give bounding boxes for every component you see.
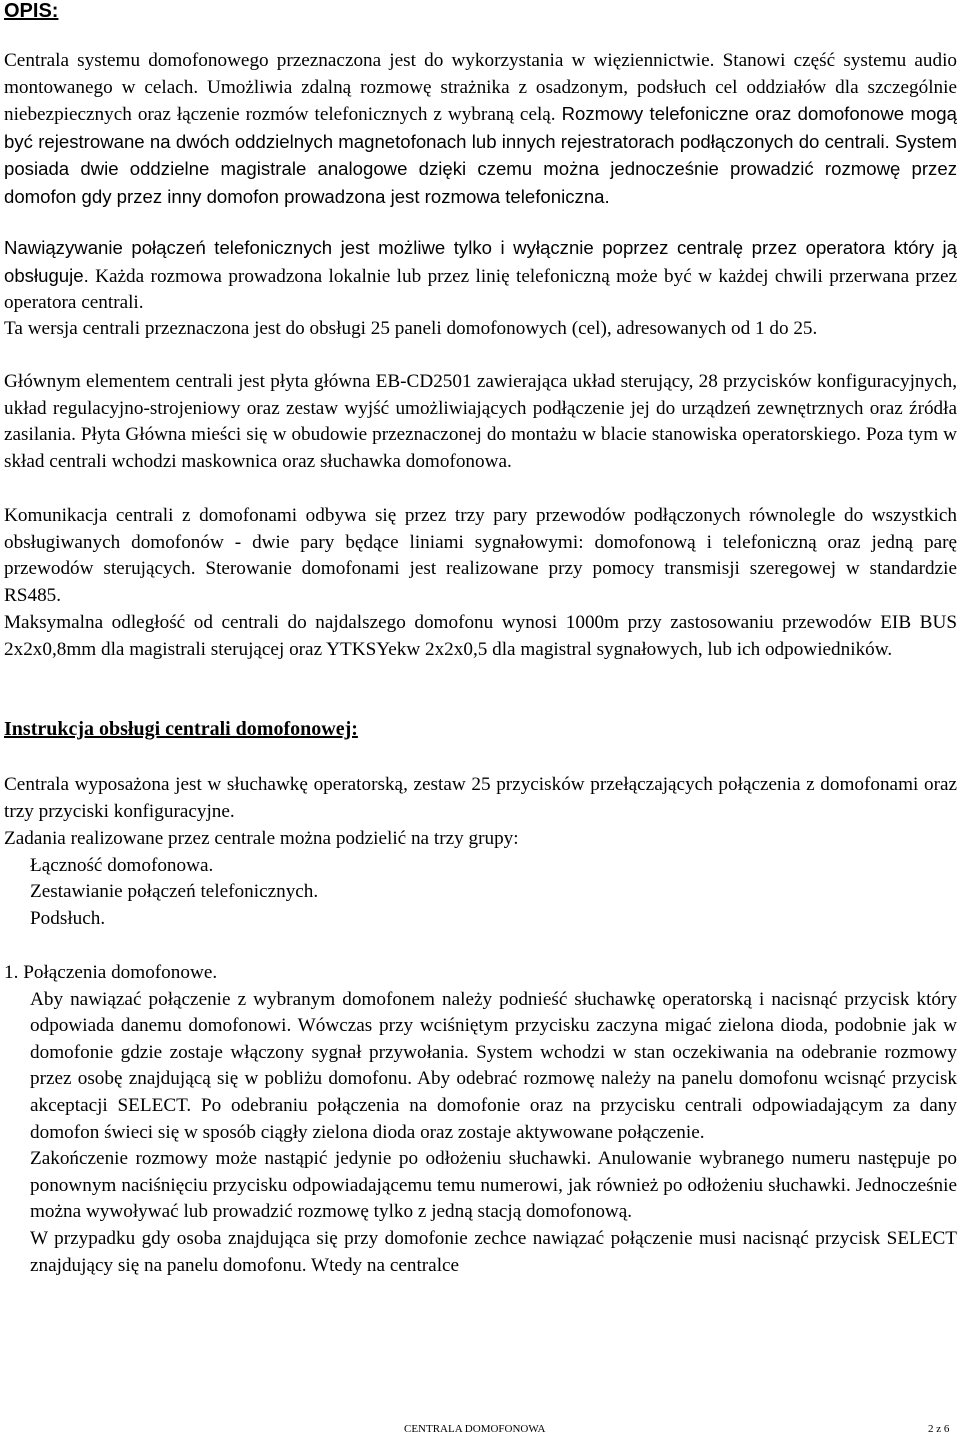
groups-block [4,826,957,932]
section-1-paragraph-2: Zakończenie rozmowy może nastąpić jedynie po odłożeniu słuchawki. Anulowanie wybranego numeru następuje po ponownym naciśnięciu przycisku odpowiadającemu temu numerowi, jak również po odłożeniu słuchawki. Jednocześnie można wywoływać lub prowadzić rozmowę tylko z jedną stacją domofonową. [30,1148,957,1223]
opis-text-1a: Centrala systemu domofonowego przeznaczona jest do wykorzystania w więziennictwie. Stanowi część systemu audio montowanego w celach. Umożliwia zdalną rozmowę strażnika z osadzonym, podsłuch cel oddziałów dla szczególnie niebezpiecznych oraz łączenie rozmów telefonicznych z wybraną celą. [4,50,957,126]
opis-text-1b: Rozmowy telefoniczne oraz domofonowe mogą być rejestrowane na dwóch oddzielnych magnetofonach lub innych rejestratorach podłączonych do centrali. System posiada dwie oddzielne magistrale analogowe dzięki czemu można jednocześnie prowadzić rozmowę przez domofon gdy przez inny domofon prowadzona jest rozmowa telefoniczna. [4,103,957,207]
opis-paragraph-2 [4,235,957,317]
instrukcja-intro [4,772,957,825]
groups-intro: Zadania realizowane przez centrale można podzielić na trzy grupy: [4,828,519,849]
section-1-block [4,960,957,1279]
group-item: Łączność domofonowa. [30,854,214,876]
opis-text-2b: Każda rozmowa prowadzona lokalnie lub przez linię telefoniczną może być w każdej chwili przerwana przez operatora centrali. [4,265,958,314]
opis-text-4: Głównym elementem centrali jest płyta główna EB-CD2501 zawierająca układ sterujący, 28 przycisków konfiguracyjnych, układ regulacyjno-strojeniowy oraz zestaw wyjść umożliwiających podłączenie jej do urządzeń zewnętrznych oraz źródła zasilania. Płyta Główna mieści się w obudowie przeznaczonej do montażu w blacie stanowiska operatorskiego. Poza tym w skład centrali wchodzi maskownica oraz słuchawka domofonowa. [4,371,957,472]
opis-paragraph-3 [4,316,957,343]
section-title-opis: OPIS: [4,0,59,22]
opis-paragraph-1 [4,48,957,212]
section-1-title: 1. Połączenia domofonowe. [4,962,218,983]
opis-paragraph-5 [4,503,957,609]
footer-title: CENTRALA DOMOFONOWA [404,1423,546,1435]
group-item: Zestawianie połączeń telefonicznych. [30,881,319,903]
opis-text-6: Maksymalna odległość od centrali do najdalszego domofonu wynosi 1000m przy zastosowaniu przewodów EIB BUS 2x2x0,8mm dla magistrali sterującej oraz YTKSYekw 2x2x0,5 dla magistral sygnałowych, lub ich odpowiedników. [4,612,957,660]
section-1-paragraph-3: W przypadku gdy osoba znajdująca się przy domofonie zechce nawiązać połączenie musi nacisnąć przycisk SELECT znajdujący się na panelu domofonu. Wtedy na centralce [30,1227,957,1276]
section-1-paragraph-1: Aby nawiązać połączenie z wybranym domofonem należy podnieść słuchawkę operatorską i nacisnąć przycisk który odpowiada danemu domofonowi. Wówczas przy wciśniętym przycisku zaczyna migać zielona dioda, podobnie jak w domofonie gdzie zostaje włączony sygnał przywołania. System wchodzi w stan oczekiwania na odebranie rozmowy przez osobę znajdującą się w pobliżu domofonu. Aby odebrać rozmowę należy na panelu domofonu wcisnąć przycisk akceptacji SELECT. Po odebraniu połączenia na domofonie oraz na przycisku centrali odpowiadającym za dany domofon świeci się w sposób ciągły zielona dioda oraz zostaje aktywowane połączenie. [30,988,957,1143]
section-title-instrukcja: Instrukcja obsługi centrali domofonowej: [4,718,358,740]
opis-text-5: Komunikacja centrali z domofonami odbywa się przez trzy pary przewodów podłączonych równolegle do wszystkich obsługiwanych domofonów - dwie pary będące liniami sygnałowymi: domofonową i telefoniczną oraz jedną parę przewodów sterujących. Sterowanie domofonami jest realizowane przy pomocy transmisji szeregowej w standardzie RS485. [4,505,957,606]
instrukcja-title-block [4,718,957,741]
group-item: Podsłuch. [30,907,106,929]
footer-page-number: 2 z 6 [928,1423,950,1435]
instrukcja-intro-text: Centrala wyposażona jest w słuchawkę operatorską, zestaw 25 przycisków przełączających połączenia z domofonami oraz trzy przyciski konfiguracyjne. [4,774,957,822]
opis-text-2a: Nawiązywanie połączeń telefonicznych jest możliwe tylko i wyłącznie poprzez centralę przez operatora który ją obsługuje. [4,237,957,286]
opis-paragraph-6 [4,610,957,663]
opis-text-3: Ta wersja centrali przeznaczona jest do obsługi 25 paneli domofonowych (cel), adresowanych od 1 do 25. [4,318,818,339]
opis-paragraph-4 [4,369,957,475]
